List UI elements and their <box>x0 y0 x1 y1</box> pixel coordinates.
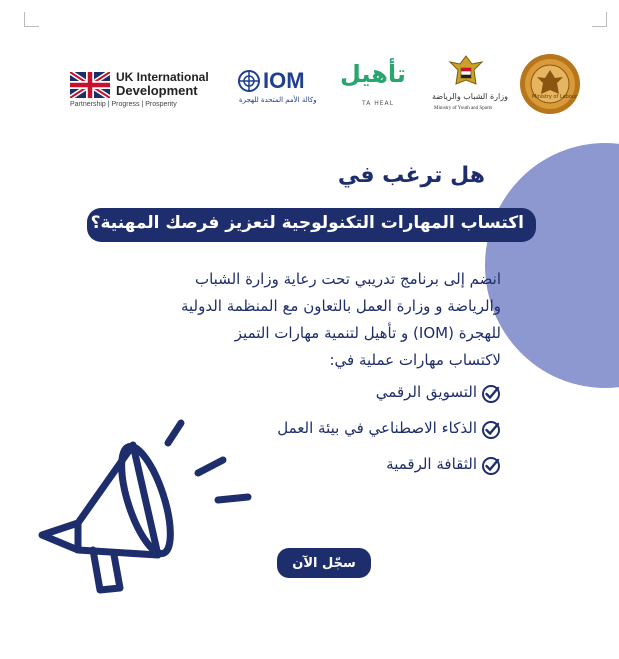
iom-arabic-name: وكالة الأمم المتحدة للهجرة <box>239 96 317 104</box>
partner-logos <box>60 50 590 120</box>
ministry-of-youth-english: Ministry of Youth and Sports <box>434 106 493 111</box>
check-circle-icon <box>481 420 501 440</box>
check-circle-icon <box>481 456 501 476</box>
tahil-arabic-wordmark: تأهيل <box>340 60 406 88</box>
check-circle-icon <box>481 384 501 404</box>
headline-question: هل ترغب في <box>337 163 485 188</box>
program-description <box>81 266 501 374</box>
un-globe-icon <box>237 69 261 93</box>
description-line: انضم إلى برنامج تدريبي تحت رعاية وزارة الشباب <box>194 270 501 288</box>
megaphone-icon <box>38 405 258 600</box>
description-line: والرياضة و وزارة العمل بالتعاون مع المنظمة الدولية <box>180 297 501 315</box>
crop-mark-top-right <box>592 12 607 27</box>
tahil-latin-wordmark: TA HEAL <box>362 100 394 107</box>
ministry-of-labour-logo <box>518 52 582 116</box>
crop-mark-top-left <box>24 12 39 27</box>
uk-international-development-logo <box>70 70 225 110</box>
headline-banner <box>87 208 536 242</box>
decorative-circle <box>485 143 619 388</box>
uk-logo-tagline: Partnership | Progress | Prosperity <box>70 101 177 108</box>
iom-wordmark: IOM <box>263 68 305 93</box>
register-now-button[interactable]: سجّل الآن <box>277 548 371 578</box>
headline-banner-text: اكتساب المهارات التكنولوجية لتعزيز فرصك المهنية؟ <box>90 213 524 233</box>
description-line: للهجرة (IOM) و تأهيل لتنمية مهارات التميز <box>234 324 501 342</box>
description-line: لاكتساب مهارات عملية في: <box>329 351 501 369</box>
union-jack-flag-icon <box>70 72 110 98</box>
eagle-emblem-icon <box>446 54 486 90</box>
uk-logo-line2: Development <box>116 83 198 98</box>
skill-label: الثقافة الرقمية <box>386 455 477 473</box>
ministry-of-labour-english: Ministry of Labour <box>532 94 578 100</box>
uk-logo-line1: UK International <box>116 70 209 84</box>
iom-logo <box>235 68 330 113</box>
skill-label: التسويق الرقمي <box>375 383 477 401</box>
skill-label: الذكاء الاصطناعي في بيئة العمل <box>277 419 477 437</box>
ministry-of-labour-seal-icon <box>518 52 582 116</box>
ministry-of-youth-arabic: وزارة الشباب والرياضة <box>432 92 508 101</box>
tahil-logo <box>340 60 415 115</box>
ministry-of-youth-logo <box>432 54 508 116</box>
